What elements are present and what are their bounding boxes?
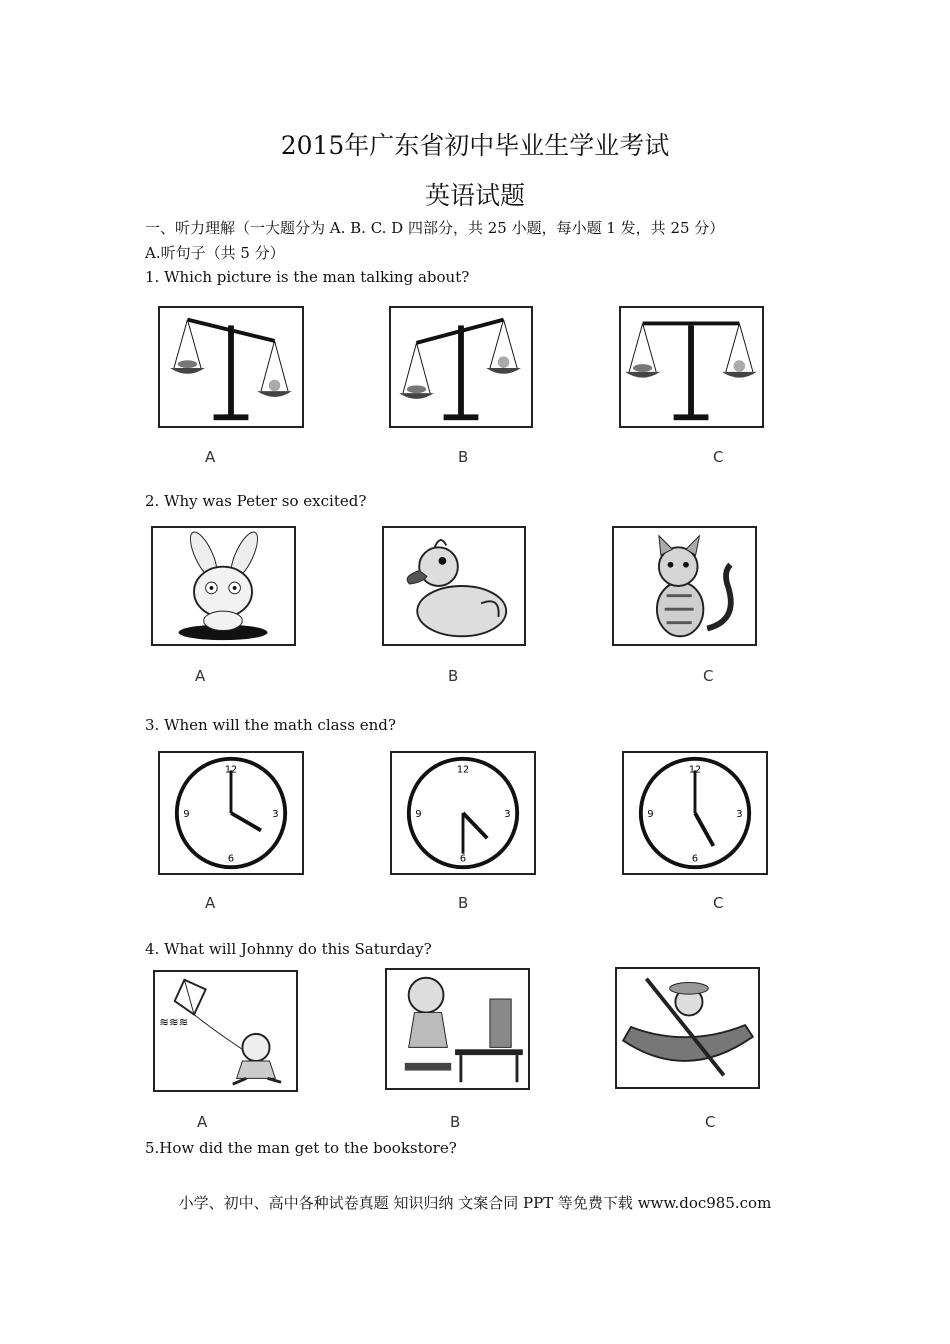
q3-option-b: B	[458, 894, 469, 912]
question-4: 4. What will Johnny do this Saturday?	[145, 940, 432, 958]
q1-option-a: A	[205, 448, 216, 466]
q2-option-c: C	[703, 667, 714, 685]
page-subtitle: 英语试题	[424, 181, 525, 210]
clock-4-30-picture	[390, 751, 536, 875]
q4-option-a: A	[197, 1113, 208, 1131]
question-5: 5.How did the man get to the bookstore?	[145, 1139, 457, 1157]
svg-text:≋≋≋: ≋≋≋	[159, 1015, 189, 1030]
fly-kite-picture	[153, 970, 298, 1092]
question-2: 2. Why was Peter so excited?	[145, 492, 367, 510]
svg-text:6: 6	[459, 853, 467, 865]
svg-text:6: 6	[691, 853, 699, 865]
scale-left-heavy-picture	[158, 306, 304, 428]
use-computer-picture	[385, 968, 530, 1090]
svg-text:3: 3	[736, 808, 743, 820]
q3-option-c: C	[713, 894, 724, 912]
scale-balanced-picture	[619, 306, 764, 428]
q2-option-a: A	[195, 667, 206, 685]
clock-5-00-picture	[622, 751, 768, 875]
part-heading: A.听句子（共 5 分）	[145, 244, 285, 262]
page-title: 2015年广东省初中毕业生学业考试	[280, 131, 670, 160]
svg-text:12: 12	[688, 764, 702, 776]
q1-option-b: B	[458, 448, 469, 466]
question-1: 1. Which picture is the man talking about?	[145, 268, 470, 286]
q4-option-c: C	[705, 1113, 716, 1131]
rabbit-picture	[151, 526, 296, 646]
scale-right-heavy-picture	[389, 306, 533, 428]
svg-text:12: 12	[224, 764, 238, 776]
svg-text:9: 9	[647, 808, 654, 820]
svg-text:3: 3	[272, 808, 279, 820]
svg-text:12: 12	[456, 764, 470, 776]
q4-option-b: B	[450, 1113, 461, 1131]
go-boating-picture	[615, 967, 760, 1089]
question-3: 3. When will the math class end?	[145, 716, 396, 734]
q3-option-a: A	[205, 894, 216, 912]
q2-option-b: B	[448, 667, 459, 685]
svg-text:9: 9	[415, 808, 422, 820]
q1-option-c: C	[713, 448, 724, 466]
svg-text:9: 9	[183, 808, 190, 820]
svg-text:6: 6	[227, 853, 235, 865]
cat-picture	[612, 526, 757, 646]
footer-text: 小学、初中、高中各种试卷真题 知识归纳 文案合同 PPT 等免费下载 www.doc985.com	[178, 1194, 772, 1212]
duck-picture	[382, 526, 526, 646]
section-heading: 一、听力理解（一大题分为 A. B. C. D 四部分，共 25 小题，每小题 1 发，共 25 分）	[145, 219, 725, 237]
svg-text:3: 3	[504, 808, 511, 820]
clock-4-00-picture	[158, 751, 304, 875]
